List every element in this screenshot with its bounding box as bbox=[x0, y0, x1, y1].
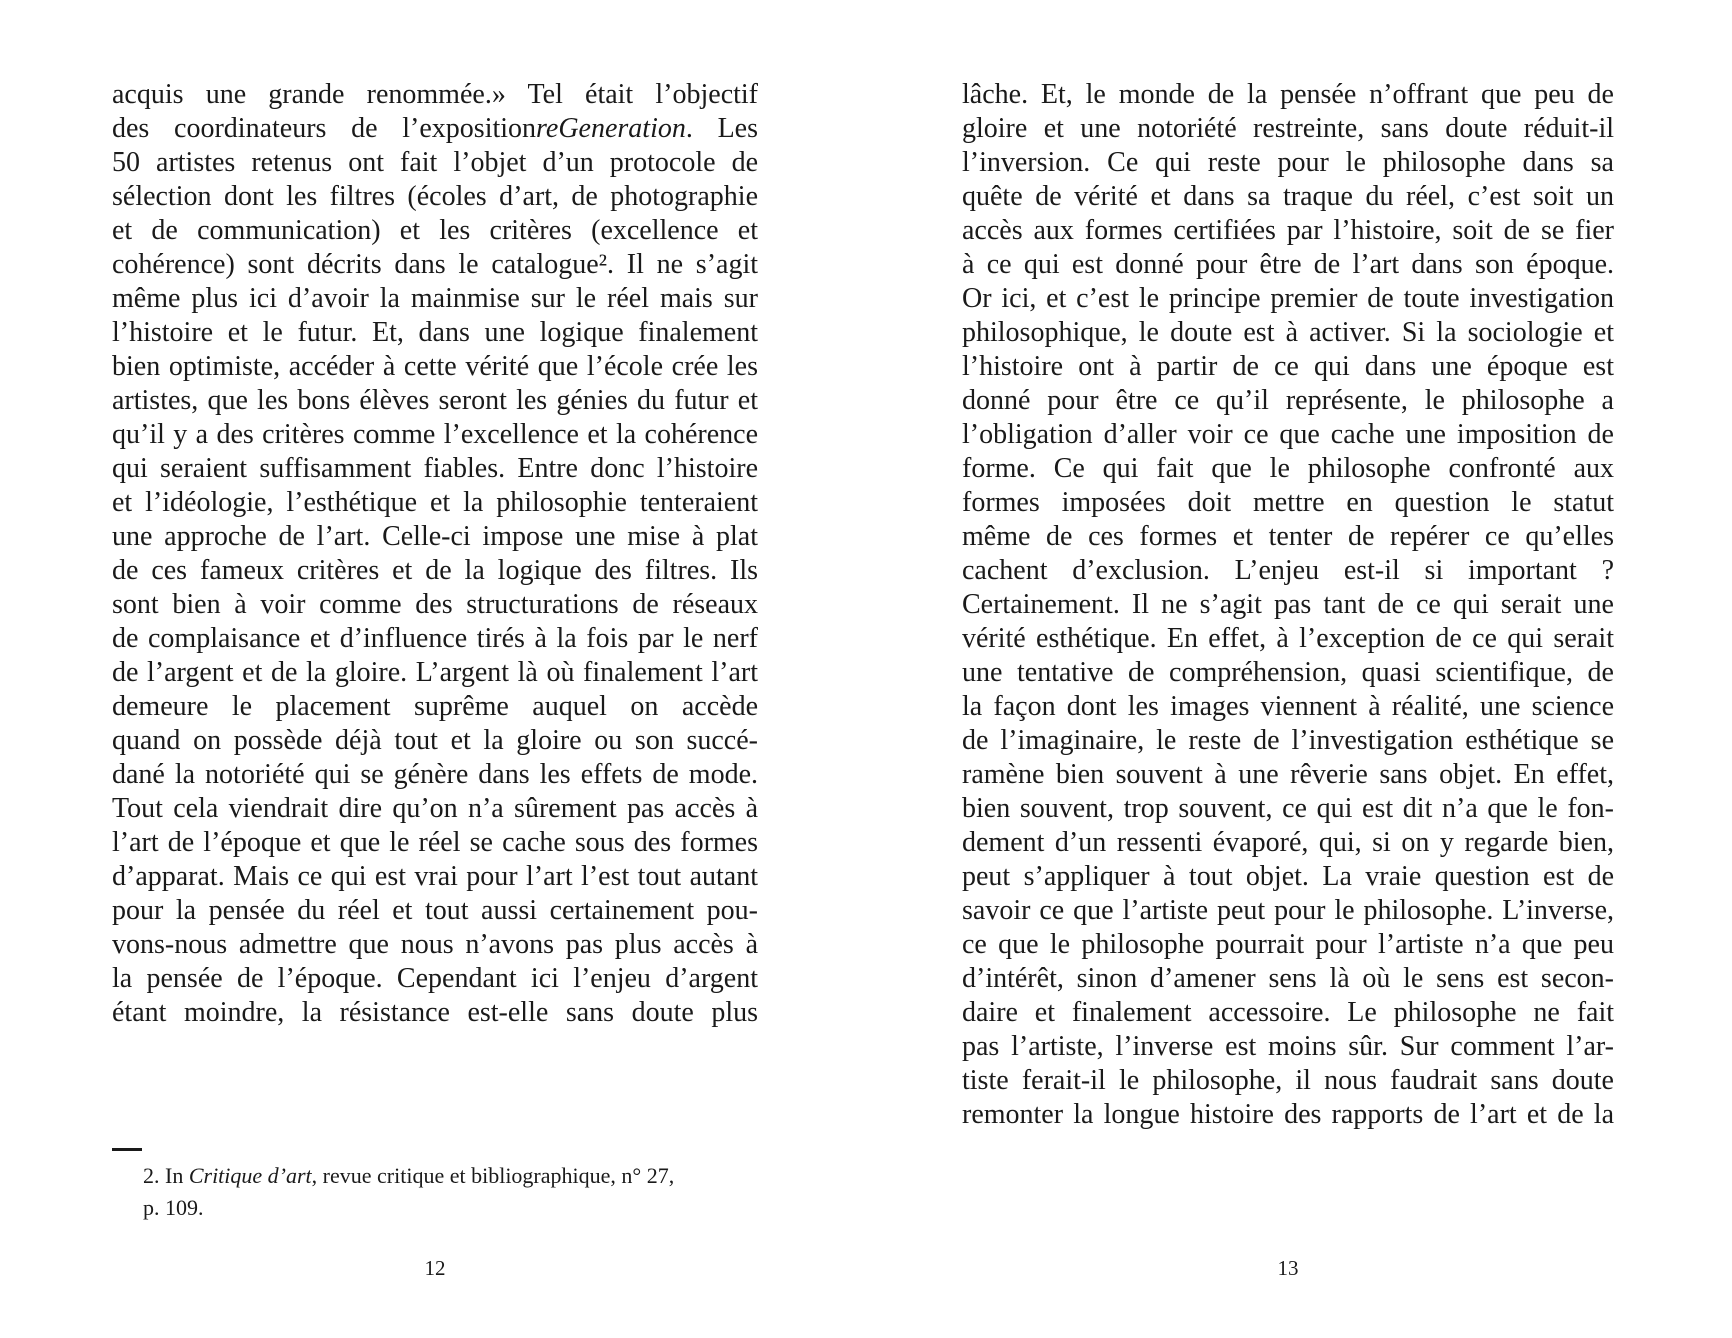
text-line bbox=[112, 248, 758, 282]
text-segment: Or ici, et c’est le principe premier de toute investigation bbox=[962, 283, 1614, 314]
text-line bbox=[112, 656, 758, 690]
text-line bbox=[962, 214, 1614, 248]
text-segment: de complaisance et d’influence tirés à la fois par le nerf bbox=[112, 623, 758, 654]
text-line bbox=[112, 928, 758, 962]
text-segment: même de ces formes et tenter de repérer ce qu’elles bbox=[962, 521, 1614, 552]
text-line bbox=[962, 758, 1614, 792]
text-segment: l’histoire et le futur. Et, dans une logique finalement bbox=[112, 317, 758, 348]
text-line bbox=[962, 826, 1614, 860]
text-segment: l’histoire ont à partir de ce qui dans une époque est bbox=[962, 351, 1614, 382]
text-line bbox=[112, 690, 758, 724]
text-segment: formes imposées doit mettre en question le statut bbox=[962, 487, 1614, 518]
text-segment: vérité esthétique. En effet, à l’exception de ce qui serait bbox=[962, 623, 1614, 654]
right-page-body-text bbox=[962, 78, 1614, 1132]
text-segment: artistes, que les bons élèves seront les génies du futur et bbox=[112, 385, 758, 416]
text-segment: lâche. Et, le monde de la pensée n’offrant que peu de bbox=[962, 79, 1614, 110]
text-line bbox=[962, 656, 1614, 690]
text-segment: bien souvent, trop souvent, ce qui est dit n’a que le fon- bbox=[962, 793, 1614, 824]
text-line bbox=[962, 996, 1614, 1030]
text-segment: vons-nous admettre que nous n’avons pas plus accès à bbox=[112, 929, 758, 960]
text-line bbox=[112, 282, 758, 316]
text-line bbox=[112, 214, 758, 248]
text-line bbox=[112, 350, 758, 384]
text-line bbox=[112, 792, 758, 826]
text-segment: , revue critique et bibliographique, n° 27, bbox=[311, 1163, 675, 1188]
text-line bbox=[112, 758, 758, 792]
text-line bbox=[962, 520, 1614, 554]
text-line bbox=[112, 996, 758, 1030]
text-segment: la façon dont les images viennent à réalité, une science bbox=[962, 691, 1614, 722]
text-line bbox=[112, 418, 758, 452]
text-line bbox=[112, 486, 758, 520]
text-segment: de l’argent et de la gloire. L’argent là où finalement l’art bbox=[112, 657, 758, 688]
text-segment: Tout cela viendrait dire qu’on n’a sûrement pas accès à bbox=[112, 793, 758, 824]
text-line bbox=[112, 316, 758, 350]
text-line bbox=[112, 452, 758, 486]
text-line bbox=[112, 520, 758, 554]
text-line bbox=[112, 112, 758, 146]
text-segment: sont bien à voir comme des structurations de réseaux bbox=[112, 589, 758, 620]
text-segment: une tentative de compréhension, quasi scientifique, de bbox=[962, 657, 1614, 688]
text-segment: dané la notoriété qui se génère dans les effets de mode. bbox=[112, 759, 758, 790]
text-segment: pas l’artiste, l’inverse est moins sûr. Sur comment l’ar- bbox=[962, 1031, 1614, 1062]
text-line bbox=[962, 1064, 1614, 1098]
text-line bbox=[962, 622, 1614, 656]
text-line bbox=[962, 588, 1614, 622]
text-line bbox=[962, 282, 1614, 316]
text-segment: p. 109. bbox=[143, 1195, 204, 1220]
text-segment: d’apparat. Mais ce qui est vrai pour l’art l’est tout autant bbox=[112, 861, 758, 892]
text-line bbox=[962, 724, 1614, 758]
text-line bbox=[962, 792, 1614, 826]
text-segment: à ce qui est donné pour être de l’art dans son époque. bbox=[962, 249, 1614, 280]
text-segment: l’art de l’époque et que le réel se cache sous des formes bbox=[112, 827, 758, 858]
text-line bbox=[112, 724, 758, 758]
text-line bbox=[962, 690, 1614, 724]
text-line bbox=[962, 554, 1614, 588]
footnote-separator-rule bbox=[112, 1148, 142, 1151]
text-segment: donné pour être ce qu’il représente, le philosophe a bbox=[962, 385, 1614, 416]
text-line bbox=[962, 928, 1614, 962]
text-line bbox=[112, 622, 758, 656]
text-line bbox=[962, 180, 1614, 214]
text-segment: bien optimiste, accéder à cette vérité que l’école crée les bbox=[112, 351, 758, 382]
text-segment: qui seraient suffisamment fiables. Entre donc l’histoire bbox=[112, 453, 758, 484]
text-segment: étant moindre, la résistance est-elle sans doute plus bbox=[112, 997, 758, 1028]
text-segment: 2. In bbox=[143, 1163, 189, 1188]
text-segment: ramène bien souvent à une rêverie sans objet. En effet, bbox=[962, 759, 1614, 790]
text-segment: de ces fameux critères et de la logique des filtres. Ils bbox=[112, 555, 758, 586]
text-segment: tiste ferait-il le philosophe, il nous faudrait sans doute bbox=[962, 1065, 1614, 1096]
text-segment: dement d’un ressenti évaporé, qui, si on y regarde bien, bbox=[962, 827, 1614, 858]
text-segment: quête de vérité et dans sa traque du réel, c’est soit un bbox=[962, 181, 1614, 212]
text-line bbox=[962, 384, 1614, 418]
left-page-number: 12 bbox=[424, 1256, 446, 1280]
text-line bbox=[112, 962, 758, 996]
text-segment: cohérence) sont décrits dans le catalogue². Il ne s’agit bbox=[112, 249, 758, 280]
text-line bbox=[962, 894, 1614, 928]
text-line bbox=[112, 78, 758, 112]
text-line bbox=[962, 1098, 1614, 1132]
text-segment: quand on possède déjà tout et la gloire ou son succé- bbox=[112, 725, 758, 756]
text-segment: accès aux formes certifiées par l’histoire, soit de se fier bbox=[962, 215, 1614, 246]
text-line bbox=[112, 554, 758, 588]
text-segment: des coordinateurs de l’exposition bbox=[112, 113, 537, 144]
text-segment: même plus ici d’avoir la mainmise sur le réel mais sur bbox=[112, 283, 758, 314]
text-line bbox=[962, 248, 1614, 282]
text-line bbox=[962, 316, 1614, 350]
text-line bbox=[962, 350, 1614, 384]
text-segment: peut s’appliquer à tout objet. La vraie question est de bbox=[962, 861, 1614, 892]
text-line bbox=[143, 1192, 763, 1224]
text-segment: daire et finalement accessoire. Le philosophe ne fait bbox=[962, 997, 1614, 1028]
text-segment: cachent d’exclusion. L’enjeu est-il si important ? bbox=[962, 555, 1614, 586]
text-segment: sélection dont les filtres (écoles d’art, de photographie bbox=[112, 181, 758, 212]
text-segment: Certainement. Il ne s’agit pas tant de ce qui serait une bbox=[962, 589, 1614, 620]
text-line bbox=[962, 1030, 1614, 1064]
italic-text-segment: reGeneration bbox=[536, 113, 686, 144]
text-line bbox=[112, 826, 758, 860]
text-line bbox=[112, 180, 758, 214]
text-segment: et de communication) et les critères (excellence et bbox=[112, 215, 758, 246]
text-segment: pour la pensée du réel et tout aussi certainement pou- bbox=[112, 895, 758, 926]
text-line bbox=[962, 112, 1614, 146]
text-line bbox=[962, 486, 1614, 520]
text-segment: qu’il y a des critères comme l’excellence et la cohérence bbox=[112, 419, 758, 450]
text-segment: une approche de l’art. Celle-ci impose une mise à plat bbox=[112, 521, 758, 552]
text-segment: de l’imaginaire, le reste de l’investigation esthétique se bbox=[962, 725, 1614, 756]
left-page-body-text bbox=[112, 78, 758, 1030]
text-line bbox=[143, 1160, 763, 1192]
italic-text-segment: Critique d’art bbox=[188, 1163, 312, 1188]
text-line bbox=[962, 962, 1614, 996]
text-line bbox=[112, 894, 758, 928]
text-segment: 50 artistes retenus ont fait l’objet d’un protocole de bbox=[112, 147, 758, 178]
text-segment: remonter la longue histoire des rapports de l’art et de la bbox=[962, 1099, 1614, 1130]
text-line bbox=[962, 78, 1614, 112]
text-segment: forme. Ce qui fait que le philosophe confronté aux bbox=[962, 453, 1614, 484]
text-segment: gloire et une notoriété restreinte, sans doute réduit-il bbox=[962, 113, 1614, 144]
text-line bbox=[962, 418, 1614, 452]
text-segment: l’obligation d’aller voir ce que cache une imposition de bbox=[962, 419, 1614, 450]
text-segment: savoir ce que l’artiste peut pour le philosophe. L’inverse, bbox=[962, 895, 1614, 926]
text-segment: ce que le philosophe pourrait pour l’artiste n’a que peu bbox=[962, 929, 1614, 960]
text-line bbox=[112, 860, 758, 894]
text-segment: . Les bbox=[685, 113, 758, 144]
footnote-text bbox=[143, 1160, 763, 1224]
text-line bbox=[962, 452, 1614, 486]
text-line bbox=[962, 860, 1614, 894]
text-line bbox=[112, 384, 758, 418]
text-segment: demeure le placement suprême auquel on accède bbox=[112, 691, 758, 722]
text-segment: et l’idéologie, l’esthétique et la philosophie tenteraient bbox=[112, 487, 758, 518]
text-segment: philosophique, le doute est à activer. Si la sociologie et bbox=[962, 317, 1614, 348]
text-segment: l’inversion. Ce qui reste pour le philosophe dans sa bbox=[962, 147, 1614, 178]
right-page-number: 13 bbox=[1277, 1256, 1299, 1280]
text-line bbox=[962, 146, 1614, 180]
text-segment: la pensée de l’époque. Cependant ici l’enjeu d’argent bbox=[112, 963, 758, 994]
text-line bbox=[112, 588, 758, 622]
text-segment: d’intérêt, sinon d’amener sens là où le sens est secon- bbox=[962, 963, 1614, 994]
text-segment: acquis une grande renommée.» Tel était l’objectif bbox=[112, 79, 758, 110]
text-line bbox=[112, 146, 758, 180]
